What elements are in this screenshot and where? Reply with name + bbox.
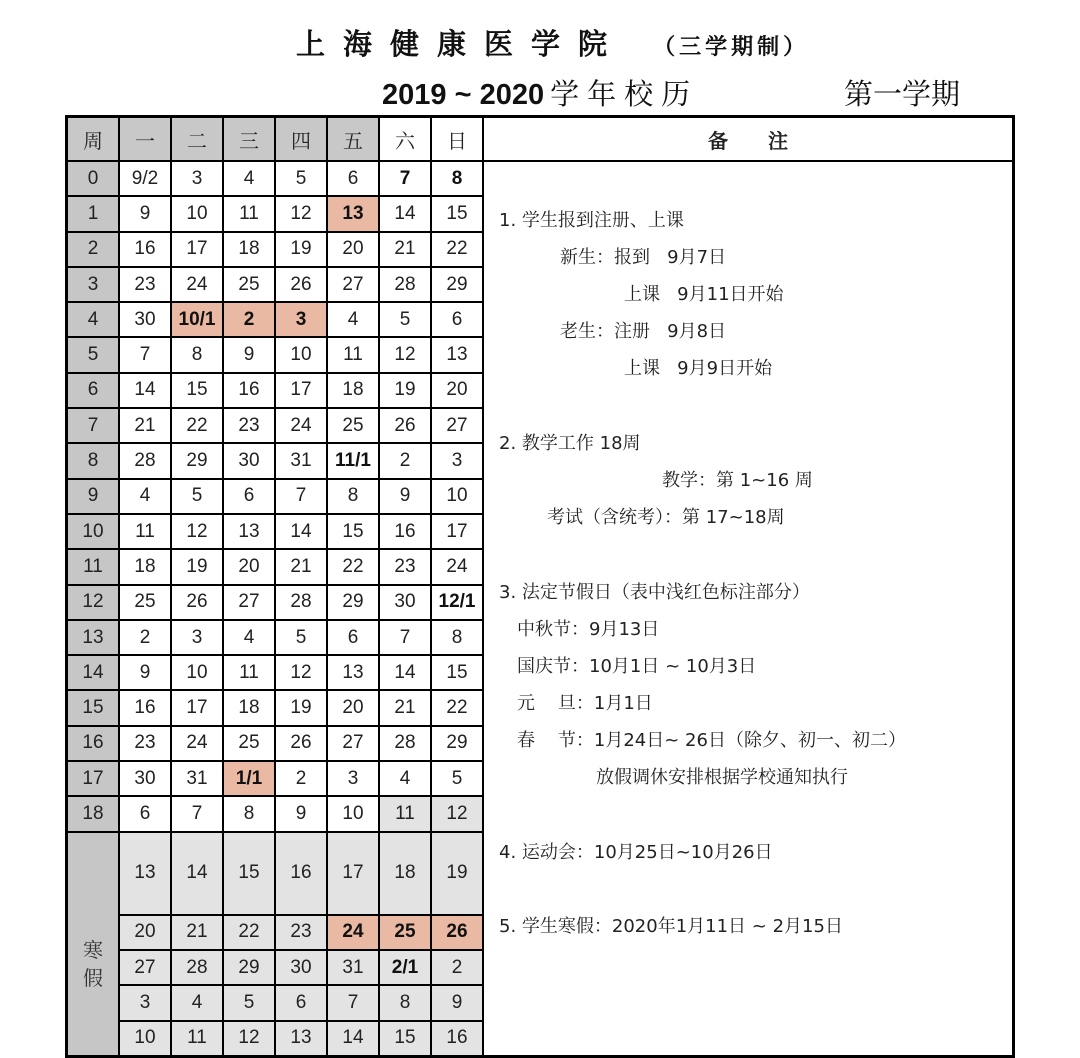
- date-cell: 12: [275, 196, 327, 231]
- date-cell: 22: [431, 690, 483, 725]
- week-number: 2: [67, 232, 120, 267]
- date-cell: 23: [223, 408, 275, 443]
- winter-date-cell: 16: [431, 1021, 483, 1057]
- winter-date-cell: 10: [119, 1021, 171, 1057]
- note-line: 元 旦：1月1日: [517, 693, 653, 714]
- date-cell: 15: [327, 514, 379, 549]
- date-cell: 11: [223, 655, 275, 690]
- date-cell: 12: [171, 514, 223, 549]
- date-cell: 15: [431, 655, 483, 690]
- date-cell: 28: [379, 726, 431, 761]
- date-cell: 26: [379, 408, 431, 443]
- winter-date-cell: 11: [171, 1021, 223, 1057]
- note-line: 1. 学生报到注册、上课: [499, 210, 684, 231]
- date-cell: 4: [223, 620, 275, 655]
- winter-date-cell: 16: [275, 832, 327, 915]
- week-number: 17: [67, 761, 120, 796]
- date-cell: 26: [275, 267, 327, 302]
- date-cell: 30: [379, 585, 431, 620]
- date-cell: 16: [379, 514, 431, 549]
- year-range: 2019 ~ 2020: [382, 79, 545, 111]
- date-cell: 20: [327, 232, 379, 267]
- date-cell: 5: [379, 302, 431, 337]
- holiday-date-cell: 10/1: [171, 302, 223, 337]
- date-cell: 3: [171, 161, 223, 196]
- date-cell: 21: [379, 690, 431, 725]
- date-cell: 18: [223, 232, 275, 267]
- week-number: 5: [67, 337, 120, 372]
- date-cell: 23: [379, 549, 431, 584]
- week-number: 18: [67, 796, 120, 831]
- note-line: 教学：第 1~16 周: [662, 470, 813, 491]
- winter-date-cell: 19: [431, 832, 483, 915]
- calendar-title: [382, 72, 698, 113]
- date-cell: 10: [275, 337, 327, 372]
- date-cell: 22: [327, 549, 379, 584]
- date-cell: 12: [275, 655, 327, 690]
- week-number: 8: [67, 443, 120, 478]
- date-cell: 9: [119, 655, 171, 690]
- week-number: 0: [67, 161, 120, 196]
- date-cell: 25: [327, 408, 379, 443]
- date-cell: 8: [171, 337, 223, 372]
- winter-date-cell: 13: [119, 832, 171, 915]
- note-line: 上课 9月11日开始: [624, 284, 784, 305]
- school-calendar-table: [65, 115, 1015, 1058]
- winter-break-label: [67, 832, 120, 1057]
- calendar-body: [67, 161, 1014, 1057]
- school-name: 上海健康医学院: [296, 27, 626, 61]
- date-cell: 20: [223, 549, 275, 584]
- date-cell: 30: [223, 443, 275, 478]
- date-cell: 22: [431, 232, 483, 267]
- date-cell: 12: [431, 796, 483, 831]
- col-fri: 五: [327, 117, 379, 162]
- term-label: 第一学期: [844, 79, 961, 111]
- winter-date-cell: 5: [223, 985, 275, 1020]
- date-cell: 29: [327, 585, 379, 620]
- date-cell: 21: [379, 232, 431, 267]
- date-cell: 21: [275, 549, 327, 584]
- date-cell: 9: [223, 337, 275, 372]
- note-line: 2. 教学工作 18周: [499, 433, 641, 454]
- date-cell: 7: [379, 620, 431, 655]
- date-cell: 24: [171, 267, 223, 302]
- winter-date-cell: 2: [431, 950, 483, 985]
- date-cell: 11: [223, 196, 275, 231]
- note-line: 老生：注册 9月8日: [560, 321, 727, 342]
- date-cell: 12: [379, 337, 431, 372]
- note-line: 3. 法定节假日（表中浅红色标注部分）: [499, 582, 810, 603]
- date-cell: 9: [275, 796, 327, 831]
- winter-date-cell: 15: [223, 832, 275, 915]
- col-wed: 三: [223, 117, 275, 162]
- date-cell: 4: [379, 761, 431, 796]
- date-cell: 14: [379, 655, 431, 690]
- date-cell: 19: [171, 549, 223, 584]
- holiday-date-cell: 2: [223, 302, 275, 337]
- date-cell: 12/1: [431, 585, 483, 620]
- date-cell: 16: [119, 690, 171, 725]
- winter-date-cell: 23: [275, 915, 327, 950]
- week-number: 13: [67, 620, 120, 655]
- date-cell: 19: [275, 690, 327, 725]
- date-cell: 13: [327, 655, 379, 690]
- note-line: 中秋节：9月13日: [517, 619, 660, 640]
- winter-date-cell: 2/1: [379, 950, 431, 985]
- date-cell: 9/2: [119, 161, 171, 196]
- date-cell: 21: [119, 408, 171, 443]
- date-cell: 6: [119, 796, 171, 831]
- date-cell: 29: [171, 443, 223, 478]
- date-cell: 7: [119, 337, 171, 372]
- note-line: 国庆节：10月1日 ~ 10月3日: [517, 656, 757, 677]
- winter-date-cell: 29: [223, 950, 275, 985]
- date-cell: 6: [223, 479, 275, 514]
- date-cell: 16: [119, 232, 171, 267]
- date-cell: 8: [223, 796, 275, 831]
- winter-break-text: 寒假: [83, 937, 103, 990]
- week-number: 10: [67, 514, 120, 549]
- date-cell: 18: [327, 373, 379, 408]
- date-cell: 26: [275, 726, 327, 761]
- winter-date-cell: 27: [119, 950, 171, 985]
- winter-date-cell: 14: [327, 1021, 379, 1057]
- note-line: 放假调休安排根据学校通知执行: [596, 767, 848, 788]
- date-cell: 17: [171, 232, 223, 267]
- holiday-date-cell: 25: [379, 915, 431, 950]
- date-cell: 20: [327, 690, 379, 725]
- winter-date-cell: 8: [379, 985, 431, 1020]
- date-cell: 24: [431, 549, 483, 584]
- calendar-label: 学年校历: [550, 79, 699, 111]
- date-cell: 22: [171, 408, 223, 443]
- date-cell: 6: [431, 302, 483, 337]
- date-cell: 19: [379, 373, 431, 408]
- col-mon: 一: [119, 117, 171, 162]
- winter-date-cell: 4: [171, 985, 223, 1020]
- note-line: 5. 学生寒假：2020年1月11日 ~ 2月15日: [499, 916, 843, 937]
- date-cell: 7: [379, 161, 431, 196]
- winter-date-cell: 20: [119, 915, 171, 950]
- week-row: [67, 161, 1014, 196]
- week-number: 1: [67, 196, 120, 231]
- date-cell: 8: [431, 161, 483, 196]
- date-cell: 7: [275, 479, 327, 514]
- date-cell: 3: [171, 620, 223, 655]
- winter-date-cell: 9: [431, 985, 483, 1020]
- winter-date-cell: 6: [275, 985, 327, 1020]
- date-cell: 11: [379, 796, 431, 831]
- note-line: 上课 9月9日开始: [624, 358, 773, 379]
- date-cell: 15: [431, 196, 483, 231]
- date-cell: 30: [119, 302, 171, 337]
- notes-cell: [483, 161, 1014, 1057]
- term-system: （三学期制）: [653, 34, 810, 60]
- date-cell: 30: [119, 761, 171, 796]
- date-cell: 25: [223, 726, 275, 761]
- date-cell: 9: [119, 196, 171, 231]
- winter-date-cell: 28: [171, 950, 223, 985]
- date-cell: 28: [119, 443, 171, 478]
- date-cell: 29: [431, 726, 483, 761]
- date-cell: 4: [327, 302, 379, 337]
- date-cell: 3: [327, 761, 379, 796]
- holiday-date-cell: 13: [327, 196, 379, 231]
- week-number: 15: [67, 690, 120, 725]
- date-cell: 6: [327, 161, 379, 196]
- col-notes: 备注: [483, 117, 1014, 162]
- date-cell: 14: [379, 196, 431, 231]
- winter-date-cell: 7: [327, 985, 379, 1020]
- holiday-date-cell: 24: [327, 915, 379, 950]
- date-cell: 7: [171, 796, 223, 831]
- winter-date-cell: 22: [223, 915, 275, 950]
- header-row: [67, 117, 1014, 162]
- winter-date-cell: 13: [275, 1021, 327, 1057]
- date-cell: 31: [171, 761, 223, 796]
- date-cell: 5: [275, 161, 327, 196]
- week-number: 3: [67, 267, 120, 302]
- date-cell: 13: [223, 514, 275, 549]
- date-cell: 27: [431, 408, 483, 443]
- date-cell: 14: [275, 514, 327, 549]
- week-number: 9: [67, 479, 120, 514]
- note-line: 考试（含统考）：第 17~18周: [547, 507, 785, 528]
- date-cell: 17: [171, 690, 223, 725]
- date-cell: 11: [119, 514, 171, 549]
- date-cell: 27: [223, 585, 275, 620]
- week-number: 16: [67, 726, 120, 761]
- date-cell: 17: [275, 373, 327, 408]
- week-number: 11: [67, 549, 120, 584]
- date-cell: 24: [171, 726, 223, 761]
- date-cell: 18: [119, 549, 171, 584]
- date-cell: 6: [327, 620, 379, 655]
- notes-panel: [484, 162, 1012, 1055]
- date-cell: 26: [171, 585, 223, 620]
- date-cell: 8: [327, 479, 379, 514]
- date-cell: 2: [119, 620, 171, 655]
- date-cell: 10: [171, 655, 223, 690]
- winter-date-cell: 21: [171, 915, 223, 950]
- date-cell: 14: [119, 373, 171, 408]
- week-number: 6: [67, 373, 120, 408]
- date-cell: 15: [171, 373, 223, 408]
- col-sat: 六: [379, 117, 431, 162]
- date-cell: 16: [223, 373, 275, 408]
- date-cell: 10: [171, 196, 223, 231]
- date-cell: 5: [275, 620, 327, 655]
- date-cell: 23: [119, 726, 171, 761]
- col-week: 周: [67, 117, 120, 162]
- winter-date-cell: 17: [327, 832, 379, 915]
- winter-date-cell: 18: [379, 832, 431, 915]
- date-cell: 24: [275, 408, 327, 443]
- holiday-date-cell: 1/1: [223, 761, 275, 796]
- date-cell: 20: [431, 373, 483, 408]
- date-cell: 29: [431, 267, 483, 302]
- date-cell: 11/1: [327, 443, 379, 478]
- date-cell: 25: [119, 585, 171, 620]
- date-cell: 2: [379, 443, 431, 478]
- winter-date-cell: 31: [327, 950, 379, 985]
- winter-date-cell: 14: [171, 832, 223, 915]
- date-cell: 8: [431, 620, 483, 655]
- winter-date-cell: 30: [275, 950, 327, 985]
- date-cell: 3: [431, 443, 483, 478]
- date-cell: 23: [119, 267, 171, 302]
- date-cell: 18: [223, 690, 275, 725]
- holiday-date-cell: 26: [431, 915, 483, 950]
- date-cell: 2: [275, 761, 327, 796]
- school-title: [296, 22, 809, 63]
- date-cell: 31: [275, 443, 327, 478]
- col-sun: 日: [431, 117, 483, 162]
- week-number: 7: [67, 408, 120, 443]
- date-cell: 27: [327, 267, 379, 302]
- date-cell: 4: [119, 479, 171, 514]
- week-number: 12: [67, 585, 120, 620]
- winter-date-cell: 12: [223, 1021, 275, 1057]
- date-cell: 28: [379, 267, 431, 302]
- week-number: 4: [67, 302, 120, 337]
- date-cell: 10: [431, 479, 483, 514]
- week-number: 14: [67, 655, 120, 690]
- date-cell: 27: [327, 726, 379, 761]
- winter-date-cell: 15: [379, 1021, 431, 1057]
- holiday-date-cell: 3: [275, 302, 327, 337]
- note-line: 春 节：1月24日~ 26日（除夕、初一、初二）: [517, 730, 906, 751]
- date-cell: 28: [275, 585, 327, 620]
- note-line: 4. 运动会：10月25日~10月26日: [499, 842, 773, 863]
- note-line: 新生：报到 9月7日: [560, 247, 727, 268]
- date-cell: 5: [171, 479, 223, 514]
- date-cell: 5: [431, 761, 483, 796]
- date-cell: 10: [327, 796, 379, 831]
- date-cell: 17: [431, 514, 483, 549]
- date-cell: 9: [379, 479, 431, 514]
- winter-date-cell: 3: [119, 985, 171, 1020]
- date-cell: 11: [327, 337, 379, 372]
- date-cell: 13: [431, 337, 483, 372]
- col-thu: 四: [275, 117, 327, 162]
- date-cell: 19: [275, 232, 327, 267]
- date-cell: 25: [223, 267, 275, 302]
- date-cell: 4: [223, 161, 275, 196]
- col-tue: 二: [171, 117, 223, 162]
